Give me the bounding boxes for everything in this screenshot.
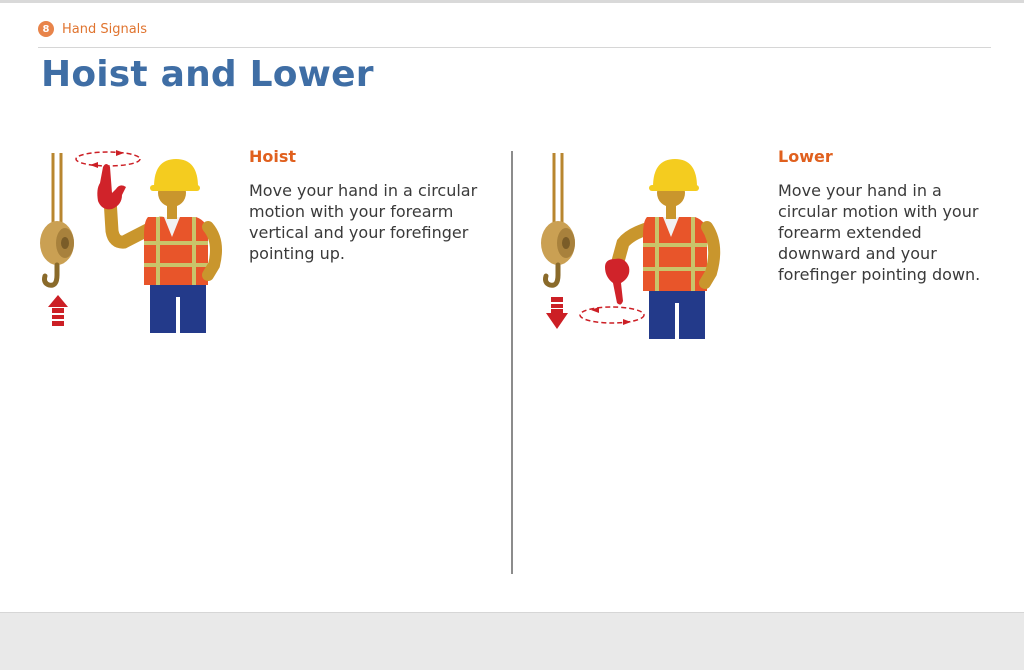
hook-icon xyxy=(546,265,559,285)
breadcrumb xyxy=(38,21,147,37)
top-rule xyxy=(0,0,1024,3)
glove-icon xyxy=(605,259,629,305)
circular-motion-icon xyxy=(76,152,140,166)
down-arrow-icon xyxy=(546,313,568,329)
hoist-description: Move your hand in a circular motion with your forearm vertical and your forefinger pointing up. xyxy=(249,181,478,263)
section-label: Hand Signals xyxy=(62,21,148,37)
circular-motion-icon xyxy=(580,307,644,323)
header-divider xyxy=(38,47,991,48)
column-divider xyxy=(511,151,513,574)
up-arrow-icon xyxy=(48,295,68,307)
hoist-heading: Hoist xyxy=(249,147,297,166)
hard-hat-icon xyxy=(154,159,198,187)
section-number-badge: 8 xyxy=(38,21,54,37)
hard-hat-icon xyxy=(653,159,697,187)
lower-description: Move your hand in a circular motion with your forearm extended downward and your forefinger pointing down. xyxy=(778,181,981,284)
footer-bar xyxy=(0,612,1024,670)
lower-illustration xyxy=(535,145,725,345)
lower-heading: Lower xyxy=(778,147,833,166)
hook-icon xyxy=(45,265,58,285)
glove-icon xyxy=(97,164,126,209)
hoist-illustration xyxy=(36,145,226,340)
page-title: Hoist and Lower xyxy=(41,54,374,95)
